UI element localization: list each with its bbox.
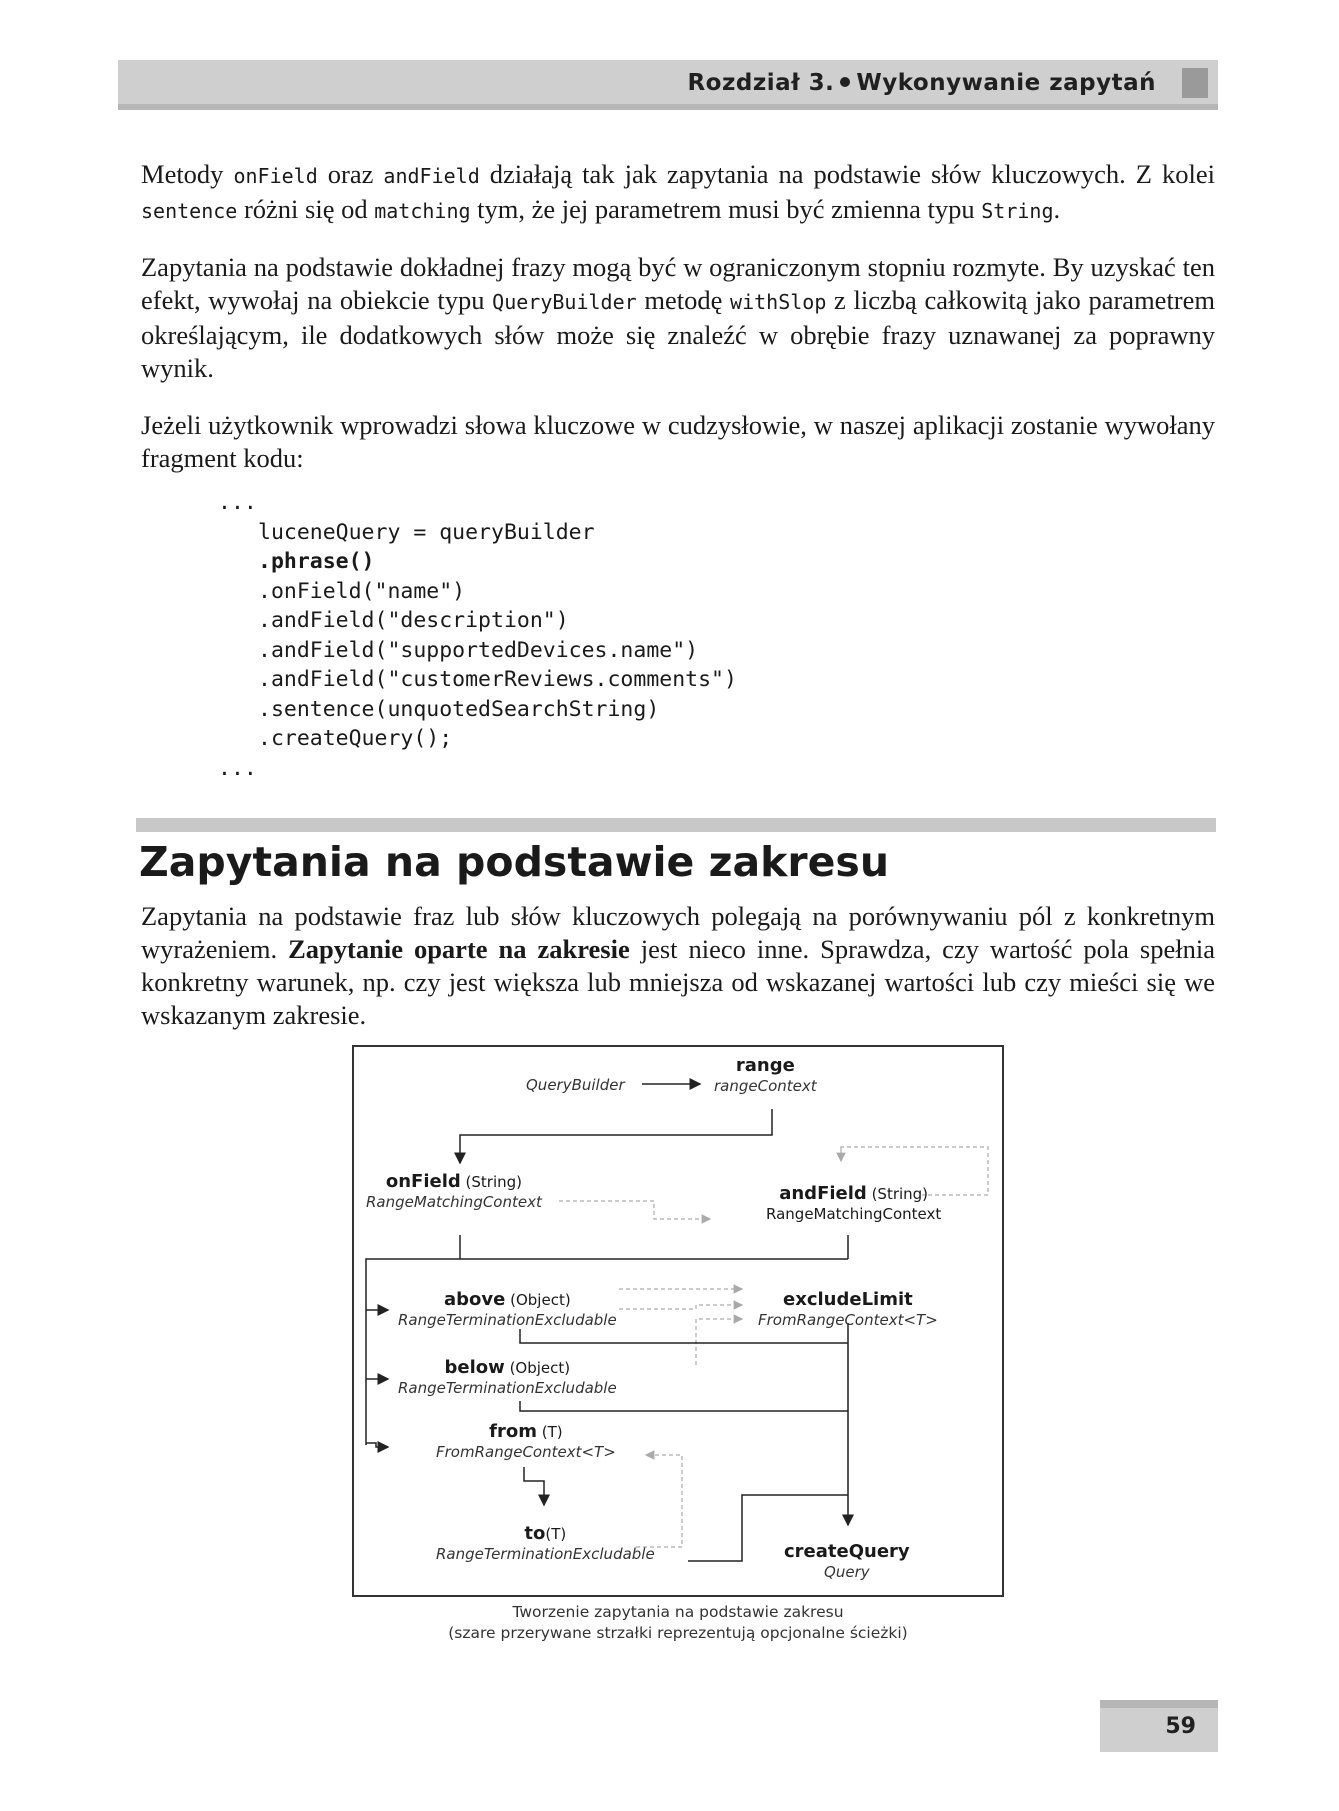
optional-arrow bbox=[696, 1319, 742, 1365]
node-querybuilder bbox=[526, 1075, 625, 1094]
code-line: .andField("customerReviews.comments") bbox=[258, 667, 737, 692]
arrow bbox=[524, 1467, 544, 1505]
header-title: Wykonywanie zapytań bbox=[856, 70, 1156, 96]
node-arg: (Object) bbox=[505, 1291, 571, 1309]
node-method: excludeLimit bbox=[783, 1289, 913, 1310]
node-range bbox=[714, 1055, 817, 1095]
text: z liczbą całkowitą jako parametrem określającym, ile dodatkowych słów może się znaleźć w obrębie frazy uznawanej za poprawny wynik. bbox=[141, 285, 1215, 383]
figure-caption bbox=[352, 1602, 1004, 1644]
optional-arrow bbox=[559, 1201, 710, 1219]
code-line: .andField("description") bbox=[258, 608, 569, 633]
paragraph-3: Jeżeli użytkownik wprowadzi słowa kluczowe w cudzysłowie, w naszej aplikacji zostanie wywołany fragment kodu: bbox=[141, 410, 1215, 473]
inline-code: sentence bbox=[141, 199, 238, 223]
node-type: RangeTerminationExcludable bbox=[398, 1311, 617, 1329]
inline-code: onField bbox=[233, 164, 318, 188]
code-block bbox=[218, 488, 737, 783]
text: tym, że jej parametrem musi być zmienna typu bbox=[470, 194, 982, 224]
text: Zapytania na podstawie fraz lub słów kluczowych polegają na porównywaniu pól z konkretnym wyrażeniem. bbox=[141, 901, 1215, 964]
page-number-box bbox=[1100, 1700, 1218, 1752]
inline-code: matching bbox=[374, 199, 471, 223]
node-type: RangeTerminationExcludable bbox=[436, 1545, 655, 1563]
node-arg: (String) bbox=[866, 1185, 929, 1203]
node-onfield bbox=[366, 1171, 542, 1211]
header-text bbox=[687, 70, 1156, 96]
page-number: 59 bbox=[1165, 1714, 1196, 1739]
node-method: andField bbox=[779, 1183, 867, 1204]
bullet-icon bbox=[840, 77, 850, 87]
code-line: .phrase() bbox=[258, 549, 375, 574]
code-line: .sentence(unquotedSearchString) bbox=[258, 696, 660, 722]
code-line: .createQuery(); bbox=[258, 726, 453, 751]
section-rule bbox=[136, 818, 1216, 832]
header-tab-marker bbox=[1182, 68, 1208, 98]
text: metodę bbox=[636, 285, 731, 315]
inline-code: String bbox=[981, 199, 1054, 223]
code-line: lucеneQuery = queryBuilder bbox=[258, 519, 595, 545]
arrow bbox=[460, 1109, 772, 1163]
node-arg: (String) bbox=[460, 1173, 523, 1191]
node-type: rangeContext bbox=[714, 1077, 817, 1095]
paragraph-1 bbox=[141, 158, 1215, 228]
bold-text: Zapytanie oparte na zakresie bbox=[288, 934, 630, 964]
caption-line: Tworzenie zapytania na podstawie zakresu bbox=[512, 1603, 844, 1621]
code-ellipsis-bottom: ... bbox=[218, 755, 257, 781]
node-above bbox=[398, 1289, 617, 1329]
section-title: Zapytania na podstawie zakresu bbox=[139, 838, 890, 886]
running-header bbox=[118, 60, 1218, 110]
node-type: Query bbox=[824, 1563, 870, 1581]
text: jest nieco inne. Sprawdza, czy wartość pola spełnia konkretny warunek, np. czy jest większa lub mniejsza od wskazanej wartości lub czy mieści się we wskazanym zakresie. bbox=[141, 934, 1215, 1030]
node-method: createQuery bbox=[784, 1541, 910, 1562]
node-method: range bbox=[735, 1055, 795, 1076]
inline-code: withSlop bbox=[730, 290, 827, 314]
code-line: .onField("name") bbox=[258, 578, 466, 604]
node-method: to bbox=[524, 1523, 546, 1544]
optional-arrow bbox=[619, 1305, 742, 1309]
node-arg: (Object) bbox=[504, 1359, 571, 1377]
node-andfield bbox=[766, 1183, 941, 1223]
range-query-diagram bbox=[352, 1045, 1004, 1597]
node-from bbox=[436, 1421, 616, 1461]
node-method: onField bbox=[385, 1171, 461, 1192]
code-line: .andField("supportedDevices.name") bbox=[258, 637, 699, 663]
node-type: RangeMatchingContext bbox=[766, 1205, 942, 1223]
node-createquery bbox=[784, 1541, 910, 1581]
node-type: FromRangeContext<T> bbox=[758, 1311, 938, 1329]
node-method: from bbox=[489, 1421, 537, 1442]
node-to bbox=[436, 1523, 655, 1563]
node-excludelimit bbox=[758, 1289, 938, 1329]
text: . bbox=[1053, 194, 1061, 224]
paragraph-2 bbox=[141, 251, 1215, 385]
section-paragraph bbox=[141, 900, 1215, 1032]
inline-code: QueryBuilder bbox=[492, 290, 637, 314]
node-arg: (T) bbox=[545, 1525, 567, 1543]
node-below bbox=[398, 1357, 617, 1397]
text: różni się od bbox=[237, 194, 375, 224]
text: Metody bbox=[141, 159, 234, 189]
node-type: FromRangeContext<T> bbox=[436, 1443, 616, 1461]
node-method: above bbox=[444, 1289, 506, 1310]
arrow bbox=[366, 1443, 388, 1447]
code-ellipsis-top: ... bbox=[218, 490, 257, 515]
node-method: below bbox=[444, 1357, 505, 1378]
node-type: RangeMatchingContext bbox=[366, 1193, 542, 1211]
text: oraz bbox=[317, 159, 384, 189]
node-type: RangeTerminationExcludable bbox=[398, 1379, 617, 1397]
node-type: QueryBuilder bbox=[526, 1076, 625, 1094]
node-arg: (T) bbox=[536, 1423, 563, 1441]
inline-code: andField bbox=[383, 164, 480, 188]
header-chapter: Rozdział 3. bbox=[687, 70, 835, 96]
text: Zapytania na podstawie dokładnej frazy mogą być w ograniczonym stopniu rozmyte. By uzyskać ten efekt, wywołaj na obiekcie typu bbox=[141, 252, 1215, 315]
caption-line: (szare przerywane strzałki reprezentują opcjonalne ścieżki) bbox=[448, 1624, 908, 1642]
text: działają tak jak zapytania na podstawie słów kluczowych. Z kolei bbox=[479, 159, 1215, 189]
